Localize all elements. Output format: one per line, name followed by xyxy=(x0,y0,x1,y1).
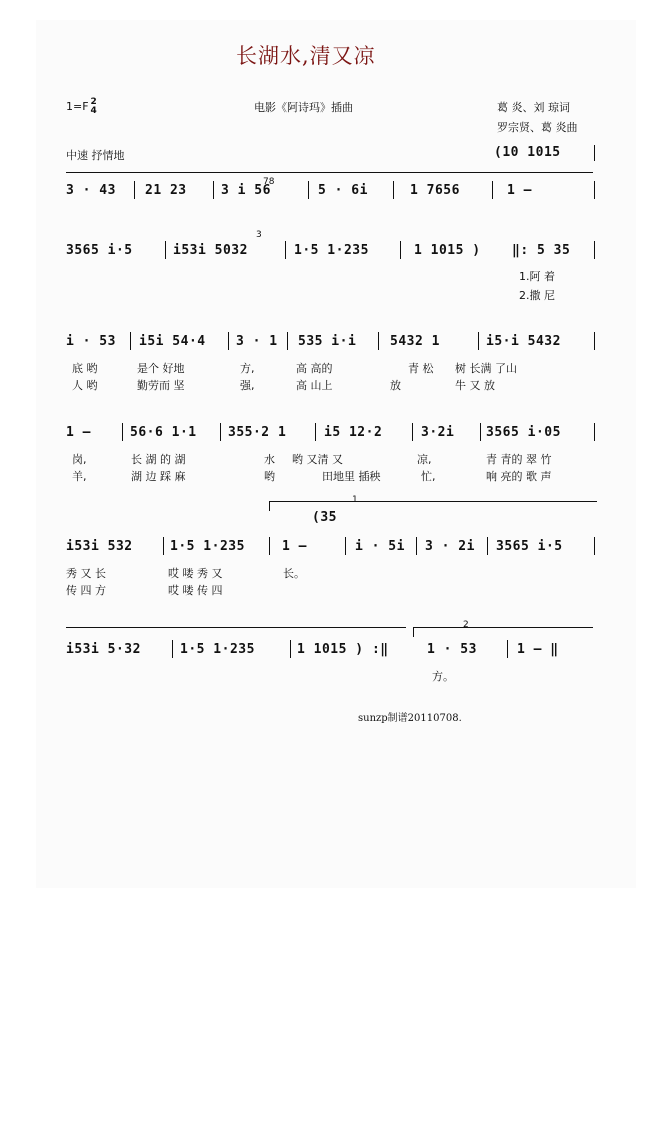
lyric-verse2: 牛 又 放 xyxy=(455,379,495,392)
lyric-verse1: 长 湖 的 湖 xyxy=(131,453,186,466)
composer: 罗宗贤、葛 炎曲 xyxy=(497,121,578,134)
barline xyxy=(130,332,131,350)
lyric-verse1: 青 松 xyxy=(408,362,434,375)
lyric-verse2: 湖 边 踩 麻 xyxy=(131,470,186,483)
barline xyxy=(269,537,270,555)
intro-notes: (10 1015 xyxy=(494,145,561,160)
measure: i · 53 xyxy=(66,334,116,349)
measure: 1 – xyxy=(507,183,532,198)
slur-line xyxy=(66,172,593,173)
barline xyxy=(412,423,413,441)
volta-bracket-edge xyxy=(269,501,270,511)
barline xyxy=(213,181,214,199)
barline xyxy=(290,640,291,658)
lyric-verse1: 方, xyxy=(240,362,255,375)
transcriber-credit: sunzp制谱20110708. xyxy=(358,713,462,724)
measure: 535 i·i xyxy=(298,334,357,349)
barline xyxy=(122,423,123,441)
barline xyxy=(492,181,493,199)
barline xyxy=(378,332,379,350)
barline xyxy=(594,537,595,555)
barline xyxy=(285,241,286,259)
lyric-verse2: 哎 喽 传 四 xyxy=(168,584,223,597)
measure: 355·2 1 xyxy=(228,425,287,440)
lyric-verse1: 方。 xyxy=(432,670,454,683)
barline xyxy=(478,332,479,350)
lyric-verse1: 底 哟 xyxy=(72,362,98,375)
barline xyxy=(228,332,229,350)
barline xyxy=(220,423,221,441)
key-label: 1=F xyxy=(66,100,89,113)
barline xyxy=(400,241,401,259)
measure: i53i 5032 xyxy=(173,243,248,258)
lyric-verse1: 青 青的 翠 竹 xyxy=(486,453,552,466)
barline xyxy=(487,537,488,555)
barline xyxy=(594,241,595,259)
measure: 1·5 1·235 xyxy=(170,539,245,554)
lyricist: 葛 炎、刘 琼词 xyxy=(497,101,570,114)
lyric-verse1: 哟 又清 又 xyxy=(292,453,343,466)
barline xyxy=(416,537,417,555)
lyric-verse2: 人 哟 xyxy=(72,379,98,392)
lyric-verse1: 水 xyxy=(264,453,275,466)
measure: 21 23 xyxy=(145,183,187,198)
measure: 1 · 53 xyxy=(427,642,477,657)
time-signature: 2 4 xyxy=(90,97,97,116)
lyric-verse2: 传 四 方 xyxy=(66,584,106,597)
verse-number: 2.撒 尼 xyxy=(519,289,555,302)
lyric-verse2: 放 xyxy=(390,379,401,392)
lyric-verse1: 秀 又 长 xyxy=(66,567,106,580)
slur-line xyxy=(66,627,406,628)
lyric-verse1: 树 长满 了山 xyxy=(455,362,517,375)
volta-bracket xyxy=(269,501,597,502)
triplet-mark: 3 xyxy=(256,230,262,240)
barline xyxy=(594,145,595,161)
volta-bracket-edge xyxy=(413,627,414,637)
measure: 3 · 2i xyxy=(425,539,475,554)
barline xyxy=(165,241,166,259)
measure: 3 i 56 xyxy=(221,183,271,198)
barline xyxy=(507,640,508,658)
barline xyxy=(308,181,309,199)
lyric-verse2: 高 山上 xyxy=(296,379,333,392)
measure: 56·6 1·1 xyxy=(130,425,197,440)
lyric-verse2: 强, xyxy=(240,379,255,392)
measure: 1·5 1·235 xyxy=(180,642,255,657)
measure: 5 · 6i xyxy=(318,183,368,198)
key-signature xyxy=(66,98,97,116)
volta-bracket xyxy=(413,627,593,628)
barline xyxy=(594,332,595,350)
lyric-verse2: 忙, xyxy=(421,470,436,483)
lyric-verse2: 哟 xyxy=(264,470,275,483)
measure: 3·2i xyxy=(421,425,455,440)
barline xyxy=(287,332,288,350)
grace-notes: 78 xyxy=(263,177,275,187)
barline xyxy=(315,423,316,441)
barline xyxy=(163,537,164,555)
measure: 1 1015 ) xyxy=(414,243,481,258)
lyric-verse2: 响 亮的 歌 声 xyxy=(486,470,552,483)
measure: 1·5 1·235 xyxy=(294,243,369,258)
final-measure: 1 – ‖ xyxy=(517,642,559,657)
measure: 1 – xyxy=(282,539,307,554)
lyric-verse1: 长。 xyxy=(283,567,305,580)
measure: i5·i 5432 xyxy=(486,334,561,349)
barline xyxy=(594,181,595,199)
lyric-verse1: 哎 喽 秀 又 xyxy=(168,567,223,580)
lyric-verse1: 是个 好地 xyxy=(137,362,185,375)
measure: i53i 5·32 xyxy=(66,642,141,657)
measure: 5432 1 xyxy=(390,334,440,349)
measure: 3 · 43 xyxy=(66,183,116,198)
barline xyxy=(172,640,173,658)
volta-number: 2 xyxy=(463,620,469,630)
barline xyxy=(594,423,595,441)
measure: i5i 54·4 xyxy=(139,334,206,349)
measure: 3565 i·5 xyxy=(496,539,563,554)
lyric-verse1: 岗, xyxy=(72,453,87,466)
barline xyxy=(345,537,346,555)
verse-number: 1.阿 着 xyxy=(519,270,555,283)
measure: 1 7656 xyxy=(410,183,460,198)
subtitle: 电影《阿诗玛》插曲 xyxy=(254,101,353,114)
measure: i5 12·2 xyxy=(324,425,383,440)
lyric-verse2: 勤劳而 坚 xyxy=(137,379,185,392)
measure: i · 5i xyxy=(355,539,405,554)
measure: 1 – xyxy=(66,425,91,440)
barline xyxy=(134,181,135,199)
barline xyxy=(393,181,394,199)
song-title: 长湖水,清又凉 xyxy=(236,44,376,68)
measure: 3565 i·05 xyxy=(486,425,561,440)
measure: 3565 i·5 xyxy=(66,243,133,258)
lyric-verse1: 凉, xyxy=(417,453,432,466)
measure: i53i 532 xyxy=(66,539,133,554)
measure: 3 · 1 xyxy=(236,334,278,349)
volta-number: 1 xyxy=(352,495,358,505)
measure-repeat-end: 1 1015 ) :‖ xyxy=(297,642,389,657)
lyric-verse2: 田地里 插秧 xyxy=(322,470,381,483)
barline xyxy=(480,423,481,441)
lyric-verse2: 羊, xyxy=(72,470,87,483)
repeat-start-measure: ‖: 5 35 xyxy=(512,243,571,258)
tempo-marking: 中速 抒情地 xyxy=(66,149,125,162)
lyric-verse1: 高 高的 xyxy=(296,362,333,375)
pickup-notes: (35 xyxy=(312,510,337,525)
